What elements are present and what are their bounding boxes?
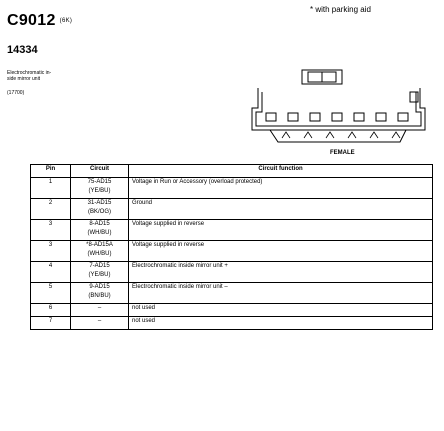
wire-color: (BK/OG) (87, 209, 111, 215)
table-row (31, 317, 433, 330)
cell-pin: 7 (31, 317, 71, 330)
connector-code-text: C9012 (7, 12, 56, 29)
cell-circuit (71, 283, 129, 304)
pin-cavity (332, 113, 342, 121)
cell-pin: 4 (31, 262, 71, 283)
pin-cavity (398, 113, 408, 121)
pin-cavity (376, 113, 386, 121)
cell-circuit (71, 262, 129, 283)
wire-color: (YE/BU) (88, 272, 111, 278)
connector-code (7, 12, 72, 30)
table-row (31, 178, 433, 199)
table-row (31, 220, 433, 241)
connector-body-outline (252, 88, 425, 130)
cell-function: not used (129, 304, 433, 317)
footnote-parking-aid: * with parking aid (310, 5, 371, 14)
cell-pin: 1 (31, 178, 71, 199)
cell-function: Voltage in Run or Accessory (overload protected) (129, 178, 433, 199)
pin-cavity (266, 113, 276, 121)
circuit-number: 31-AD15 (87, 200, 112, 206)
part-number: 14334 (7, 44, 38, 56)
cell-circuit: – (71, 304, 129, 317)
cell-pin: 2 (31, 199, 71, 220)
cell-function: not used (129, 317, 433, 330)
cell-circuit (71, 199, 129, 220)
cell-pin: 6 (31, 304, 71, 317)
cell-function: Electrochromatic inside mirror unit + (129, 262, 433, 283)
table-row (31, 262, 433, 283)
table-header-row (31, 165, 433, 178)
circuit-table (30, 164, 433, 330)
table-row (31, 304, 433, 317)
circuit-number: 8-AD15 (89, 221, 110, 227)
header-pin: Pin (31, 165, 71, 178)
wire-color: (BN/BU) (88, 293, 111, 299)
wire-color: (YE/BU) (88, 188, 111, 194)
table-row (31, 199, 433, 220)
header-circuit-function: Circuit function (129, 165, 433, 178)
circuit-number: *8-AD15A (86, 242, 113, 248)
component-reference: (17700) (7, 90, 25, 96)
circuit-number: 9-AD15 (89, 284, 110, 290)
cell-function: Ground (129, 199, 433, 220)
cell-function: Electrochromatic inside mirror unit – (129, 283, 433, 304)
cell-circuit (71, 178, 129, 199)
pin-cavity (354, 113, 364, 121)
cell-function: Voltage supplied in reverse (129, 241, 433, 262)
cell-circuit (71, 220, 129, 241)
cell-circuit (71, 241, 129, 262)
circuit-number: 75-AD15 (87, 179, 112, 185)
header-circuit: Circuit (71, 165, 129, 178)
circuit-number: 7-AD15 (89, 263, 110, 269)
cell-function: Voltage supplied in reverse (129, 220, 433, 241)
connector-code-suffix: (6K) (59, 17, 73, 24)
table-row (31, 283, 433, 304)
table-row (31, 241, 433, 262)
connector-view-label: FEMALE (330, 150, 355, 156)
connector-key (270, 130, 406, 142)
component-description: Electrochromatic in-side mirror unit (7, 70, 52, 82)
connector-face-diagram (250, 68, 430, 148)
cell-pin: 3 (31, 241, 71, 262)
cell-circuit: – (71, 317, 129, 330)
cell-pin: 5 (31, 283, 71, 304)
wire-color: (WH/BU) (87, 251, 112, 257)
pin-cavity (288, 113, 298, 121)
pin-cavity (310, 113, 320, 121)
wire-color: (WH/BU) (87, 230, 112, 236)
cell-pin: 3 (31, 220, 71, 241)
